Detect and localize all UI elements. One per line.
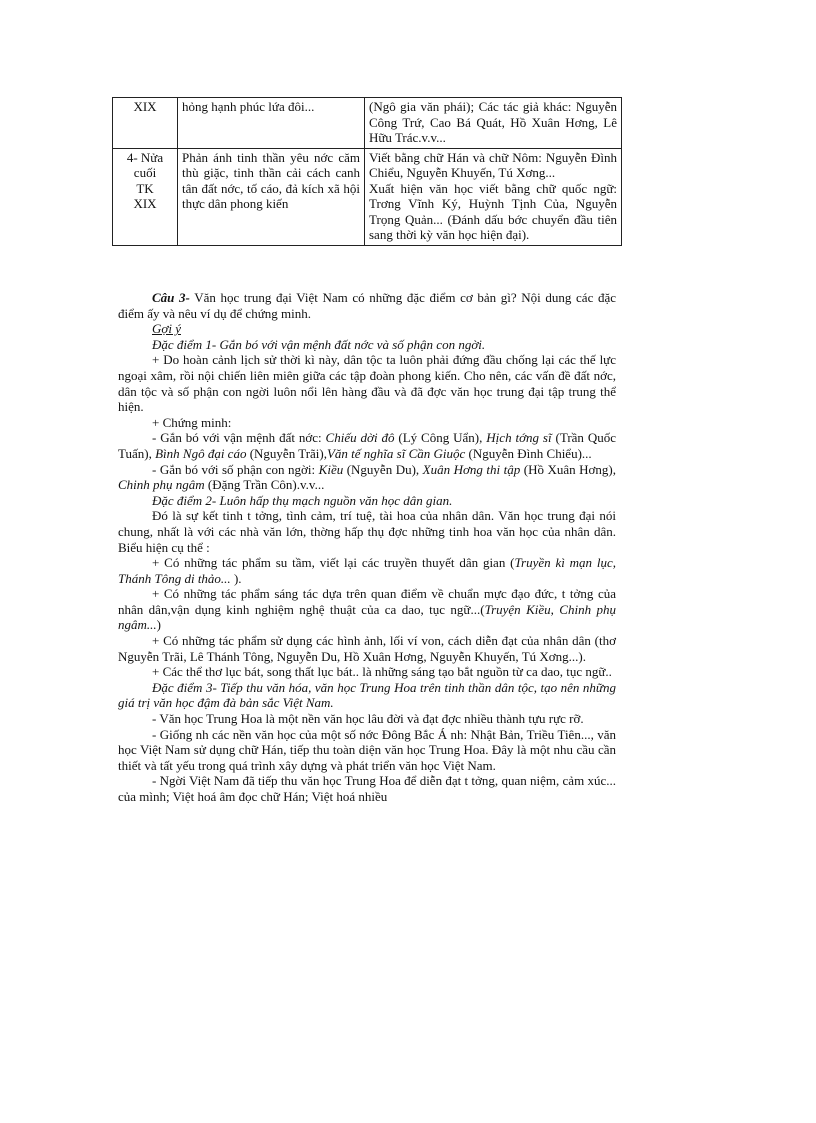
authors-cell bbox=[365, 148, 622, 245]
hint-heading bbox=[118, 321, 616, 337]
hint-label: Gợi ý bbox=[152, 321, 181, 337]
paragraph: + Có những tác phẩm sử dụng các hình ảnh, lối ví von, cách diễn đạt của nhân dân (thơ Nguyễn Trãi, Lê Thánh Tông, Nguyễn Du, Hồ Xuân Hơng, Nguyễn Khuyến, Tú Xơng...). bbox=[118, 633, 616, 664]
period-line: XIX bbox=[133, 196, 157, 211]
paragraph: - Văn học Trung Hoa là một nền văn học lâu đời và đạt đợc nhiều thành tựu rực rỡ. bbox=[152, 711, 584, 727]
work-title: Bình Ngô đại cáo bbox=[155, 445, 247, 461]
text-run: (Lý Công Uẩn), bbox=[394, 430, 487, 446]
feature-2-title: Đặc điểm 2- Luôn hấp thụ mạch nguồn văn học dân gian. bbox=[152, 492, 453, 508]
question-label: Câu 3- bbox=[152, 290, 190, 305]
work-title: Hịch tớng sĩ bbox=[486, 430, 552, 446]
text-run: - Gắn bó với số phận con ngời: bbox=[152, 461, 319, 477]
period-line: cuối bbox=[133, 165, 157, 180]
text-run: ). bbox=[230, 570, 242, 586]
period-cell bbox=[113, 148, 178, 245]
period-line: TK bbox=[136, 180, 154, 196]
document-body bbox=[118, 290, 616, 805]
text-run: (Nguyễn Trãi), bbox=[246, 445, 327, 461]
authors-cell: (Ngô gia văn phái); Các tác giả khác: Nguyễn Công Trứ, Cao Bá Quát, Hồ Xuân Hơng, Lê Hữu Trác.v.v... bbox=[365, 98, 622, 149]
text-run: + Có những tác phẩm su tầm, viết lại các truyền thuyết dân gian ( bbox=[152, 555, 515, 571]
authors-text: Xuất hiện văn học viết bằng chữ quốc ngữ: Trơng Vĩnh Ký, Huỳnh Tịnh Của, Nguyễn Trọng Quản... (Đánh dấu bớc chuyển đầu tiên sang thời kỳ văn học hiện đại). bbox=[369, 180, 617, 242]
work-title: Chiếu dời đô bbox=[325, 430, 395, 446]
paragraph: - Ngời Việt Nam đã tiếp thu văn học Trung Hoa để diễn đạt t tởng, quan niệm, cảm xúc... của mình; Việt hoá âm đọc chữ Hán; Việt hoá nhiều bbox=[118, 773, 616, 804]
paragraph: + Các thể thơ lục bát, song thất lục bát.. là những sáng tạo bắt nguồn từ ca dao, tục ngữ.. bbox=[152, 664, 612, 680]
paragraph bbox=[118, 586, 616, 633]
paragraph: - Giống nh các nền văn học của một số nớc Đông Bắc Á nh: Nhật Bản, Triều Tiên..., văn học Việt Nam sử dụng chữ Hán, tiếp thu toàn diện văn học Trung Hoa. Đây là một nhu cầu cần thiết và tất yếu trong quá trình xây dựng và phát triển văn học Việt Nam. bbox=[118, 726, 616, 773]
work-title: Truyền kì mạn lục, Thánh Tông di thảo... bbox=[118, 555, 617, 586]
table-row bbox=[113, 98, 622, 149]
paragraph: Đó là sự kết tinh t tởng, tình cảm, trí tuệ, tài hoa của nhân dân. Văn học trung đại nói chung, nhất là với các nhà văn lớn, thờng hấp thụ đợc những tinh hoa văn học của nhân dân. Biểu hiện cụ thể : bbox=[118, 508, 616, 555]
text-run: (Hồ Xuân Hơng), bbox=[520, 461, 616, 477]
paragraph bbox=[118, 462, 616, 493]
text-run: (Trần Quốc Tuấn), bbox=[118, 430, 616, 461]
table-row bbox=[113, 148, 622, 245]
text-run: (Đặng Trần Côn).v.v... bbox=[204, 477, 325, 493]
work-title: Kiều bbox=[318, 461, 344, 477]
feature-3-title: Đặc điểm 3- Tiếp thu văn hóa, văn học Trung Hoa trên tinh thần dân tộc, tạo nên những giá trị văn học đậm đà bản sắc Việt Nam. bbox=[118, 679, 616, 711]
feature-1-title: Đặc điểm 1- Gắn bó với vận mệnh đất nớc và số phận con ngời. bbox=[152, 336, 486, 352]
question-paragraph bbox=[118, 290, 616, 321]
paragraph bbox=[118, 555, 616, 586]
content-cell: hỏng hạnh phúc lứa đôi... bbox=[178, 98, 365, 149]
period-line: 4- Nửa bbox=[126, 149, 164, 165]
question-text: Văn học trung đại Việt Nam có những đặc điểm cơ bản gì? Nội dung các đặc điểm ấy và nêu ví dụ để chứng minh. bbox=[118, 290, 616, 321]
text-run: + Có những tác phẩm sáng tác dựa trên quan điểm về chuẩn mực đạo đức, t tởng của nhân dân,vận dụng kinh nghiệm nghệ thuật của ca dao, tục ngữ...( bbox=[118, 586, 616, 617]
content-cell: Phản ánh tinh thần yêu nớc căm thù giặc, tinh thần cải cách canh tân đất nớc, tố cáo, đả kích xã hội thực dân phong kiến bbox=[178, 148, 365, 245]
text-run: (Nguyễn Du), bbox=[343, 461, 423, 477]
text-run: ) bbox=[156, 617, 161, 633]
period-cell: XIX bbox=[113, 98, 178, 149]
work-title: Chinh phụ ngâm bbox=[118, 477, 205, 493]
paragraph: + Do hoàn cảnh lịch sử thời kì này, dân tộc ta luôn phải đứng đầu chống lại các thế lực ngoại xâm, rồi nội chiến liên miên giữa các tập đoàn phong kiến. Cho nên, các vấn đề đất nớc, dân tộc và số phận con ngời luôn nổi lên hàng đầu và đã đợc văn học trung đại tập trung thể hiện. bbox=[118, 352, 616, 415]
authors-text: Viết bằng chữ Hán và chữ Nôm: Nguyễn Đình Chiểu, Nguyễn Khuyến, Tú Xơng... bbox=[369, 149, 617, 180]
work-title: Xuân Hơng thi tập bbox=[422, 461, 521, 477]
paragraph: + Chứng minh: bbox=[152, 414, 232, 430]
literature-periods-table bbox=[112, 97, 622, 246]
text-run: - Gắn bó với vận mệnh đất nớc: bbox=[152, 430, 326, 446]
paragraph bbox=[118, 430, 616, 461]
work-title: Văn tế nghĩa sĩ Cần Giuộc bbox=[326, 445, 466, 461]
text-run: (Nguyễn Đình Chiểu)... bbox=[465, 445, 592, 461]
work-title: Truyện Kiều, Chinh phụ ngâm... bbox=[118, 601, 616, 633]
